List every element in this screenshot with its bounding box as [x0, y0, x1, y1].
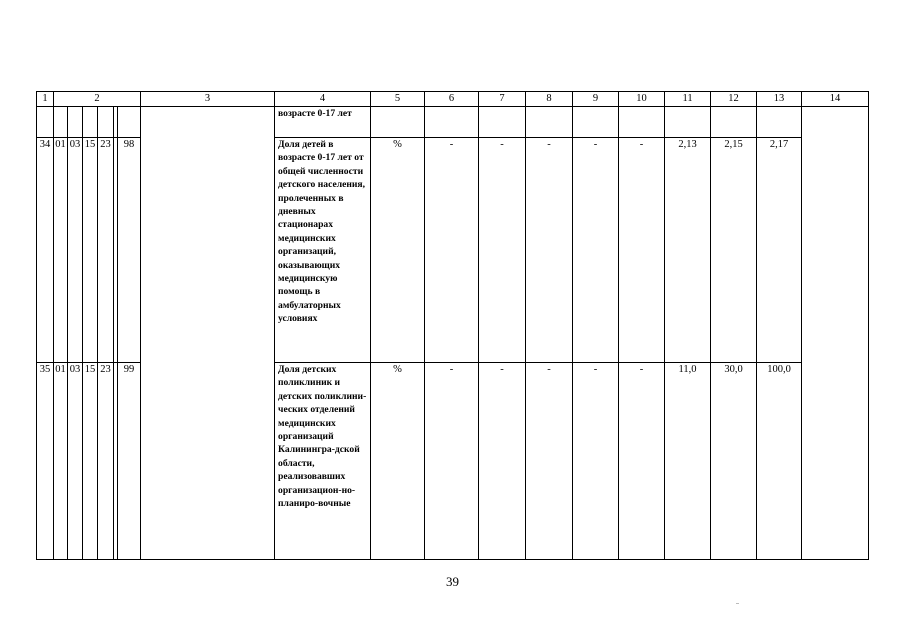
value-cell	[479, 107, 526, 138]
data-table	[36, 91, 869, 560]
header-cell-7: 7	[479, 92, 526, 107]
code-cell: 03	[68, 363, 83, 560]
code-cell: 15	[83, 363, 98, 560]
unit-cell: %	[371, 363, 425, 560]
code-cell: 99	[118, 363, 141, 560]
indicator-description: Доля детских поликлиник и детских поликлини-ческих отделений медицинских организаций Калинингра-дской области, реализовавших организацион-но-планиро-вочные	[275, 363, 371, 560]
header-cell-2: 2	[54, 92, 141, 107]
header-cell-4: 4	[275, 92, 371, 107]
value-cell	[711, 107, 757, 138]
value-cell: -	[425, 138, 479, 363]
row-number: 34	[37, 138, 54, 363]
value-cell: 11,0	[665, 363, 711, 560]
value-cell: 30,0	[711, 363, 757, 560]
code-cell: 23	[98, 363, 114, 560]
row-number: 35	[37, 363, 54, 560]
code-cell	[118, 107, 141, 138]
header-cell-5: 5	[371, 92, 425, 107]
unit-cell	[371, 107, 425, 138]
value-cell: -	[425, 363, 479, 560]
indicator-description: Доля детей в возрасте 0-17 лет от общей численности детского населения, пролеченных в дневных стационарах медицинских организаций, оказывающих медицинскую помощь в амбулаторных условиях	[275, 138, 371, 363]
column-14-cell	[802, 107, 869, 560]
value-cell: -	[526, 363, 573, 560]
row-number	[37, 107, 54, 138]
value-cell: -	[573, 138, 619, 363]
value-cell	[425, 107, 479, 138]
value-cell: 2,13	[665, 138, 711, 363]
header-cell-13: 13	[757, 92, 802, 107]
scan-speck	[736, 603, 739, 604]
column-3-cell	[141, 107, 275, 560]
value-cell: 2,15	[711, 138, 757, 363]
value-cell	[619, 107, 665, 138]
header-cell-10: 10	[619, 92, 665, 107]
code-cell: 15	[83, 138, 98, 363]
value-cell: -	[479, 363, 526, 560]
code-cell: 03	[68, 138, 83, 363]
code-cell: 01	[54, 363, 68, 560]
code-cell: 98	[118, 138, 141, 363]
header-cell-9: 9	[573, 92, 619, 107]
indicator-description: возрасте 0-17 лет	[275, 107, 371, 138]
code-cell	[83, 107, 98, 138]
page-number: 39	[446, 574, 459, 589]
header-cell-14: 14	[802, 92, 869, 107]
value-cell	[757, 107, 802, 138]
header-cell-8: 8	[526, 92, 573, 107]
header-row	[37, 92, 869, 107]
value-cell: -	[619, 363, 665, 560]
value-cell: -	[526, 138, 573, 363]
table-row	[37, 107, 869, 138]
value-cell: -	[573, 363, 619, 560]
header-cell-12: 12	[711, 92, 757, 107]
value-cell	[573, 107, 619, 138]
header-cell-1: 1	[37, 92, 54, 107]
value-cell	[526, 107, 573, 138]
value-cell	[665, 107, 711, 138]
value-cell: 2,17	[757, 138, 802, 363]
value-cell: -	[619, 138, 665, 363]
value-cell: -	[479, 138, 526, 363]
header-cell-11: 11	[665, 92, 711, 107]
unit-cell: %	[371, 138, 425, 363]
code-cell: 23	[98, 138, 114, 363]
code-cell	[68, 107, 83, 138]
code-cell: 01	[54, 138, 68, 363]
header-cell-6: 6	[425, 92, 479, 107]
value-cell: 100,0	[757, 363, 802, 560]
code-cell	[54, 107, 68, 138]
header-cell-3: 3	[141, 92, 275, 107]
code-cell	[98, 107, 114, 138]
